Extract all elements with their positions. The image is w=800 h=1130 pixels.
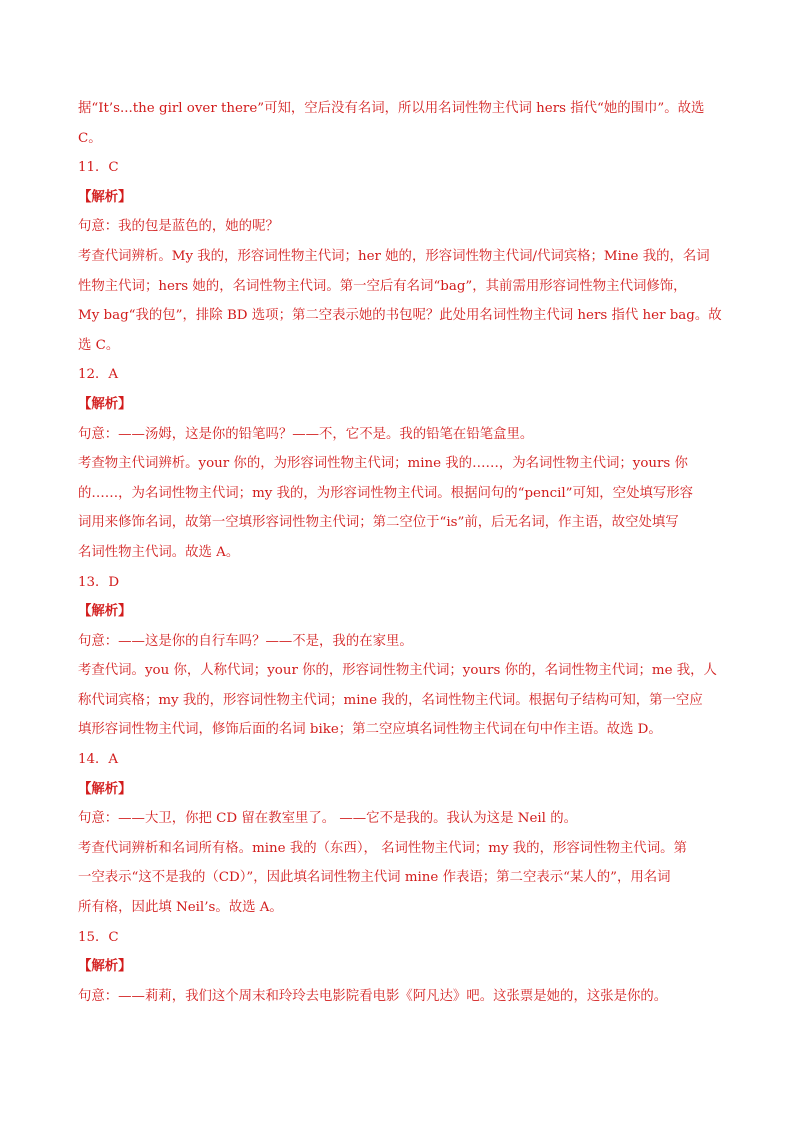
question-number: 15．C: [78, 929, 119, 945]
text-line: 考查代词辨析。My 我的，形容词性物主代词；her 她的，形容词性物主代词/代词宾格；Mine 我的，名词: [78, 248, 710, 264]
sentence-meaning: 句意：我的包是蓝色的，她的呢？: [78, 219, 279, 235]
text-line: 考查物主代词辨析。your 你的，为形容词性物主代词；mine 我的……，为名词性物主代词；yours 你: [78, 456, 688, 472]
analysis-heading: 【解析】: [78, 395, 132, 412]
text-line: 名词性物主代词。故选 A。: [78, 544, 240, 560]
sentence-meaning: 句意：——莉莉，我们这个周末和玲玲去电影院看电影《阿凡达》吧。这张票是她的，这张是你的。: [78, 988, 668, 1004]
answer-explanation-text: [78, 94, 720, 1011]
text-line: My bag“我的包”，排除 BD 选项；第二空表示她的书包呢？此处用名词性物主代词 hers 指代 her bag。故: [78, 308, 722, 324]
text-line: 填形容词性物主代词，修饰后面的名词 bike；第二空应填名词性物主代词在句中作主语。故选 D。: [78, 722, 662, 738]
analysis-heading: 【解析】: [78, 780, 132, 797]
analysis-heading: 【解析】: [78, 188, 132, 205]
sentence-meaning: 句意：——汤姆，这是你的铅笔吗？——不，它不是。我的铅笔在铅笔盒里。: [78, 426, 534, 442]
question-number: 13．D: [78, 574, 120, 590]
question-number: 12．A: [78, 367, 119, 383]
text-line: 据“It’s...the girl over there”可知，空后没有名词，所以用名词性物主代词 hers 指代“她的围巾”。故选: [78, 101, 705, 116]
question-number: 11．C: [78, 160, 119, 176]
text-line: C。: [78, 130, 102, 146]
sentence-meaning: 句意：——大卫，你把 CD 留在教室里了。 ——它不是我的。我认为这是 Neil 的。: [78, 811, 577, 827]
text-line: 词用来修饰名词，故第一空填形容词性物主代词；第二空位于“is”前，后无名词，作主语，故空处填写: [78, 515, 679, 531]
sentence-meaning: 句意：——这是你的自行车吗？——不是，我的在家里。: [78, 633, 413, 649]
text-line: 性物主代词；hers 她的，名词性物主代词。第一空后有名词“bag”，其前需用形容词性物主代词修饰，: [78, 278, 687, 294]
text-line: 的……，为名词性物主代词；my 我的，为形容词性物主代词。根据问句的“pencil”可知，空处填写形容: [78, 485, 694, 501]
text-line: 选 C。: [78, 337, 120, 353]
analysis-heading: 【解析】: [78, 603, 132, 620]
analysis-heading: 【解析】: [78, 958, 132, 975]
text-line: 一空表示“这不是我的（CD）”，因此填名词性物主代词 mine 作表语；第二空表示“某人的”，用名词: [78, 870, 671, 886]
text-line: 考查代词。you 你，人称代词；your 你的，形容词性物主代词；yours 你的，名词性物主代词；me 我，人: [78, 663, 717, 679]
question-number: 14．A: [78, 752, 119, 768]
text-line: 所有格，因此填 Neil’s。故选 A。: [78, 900, 283, 916]
text-line: 考查代词辨析和名词所有格。mine 我的（东西）， 名词性物主代词；my 我的，形容词性物主代词。第: [78, 840, 687, 856]
text-line: 称代词宾格；my 我的，形容词性物主代词；mine 我的，名词性物主代词。根据句子结构可知，第一空应: [78, 692, 703, 708]
